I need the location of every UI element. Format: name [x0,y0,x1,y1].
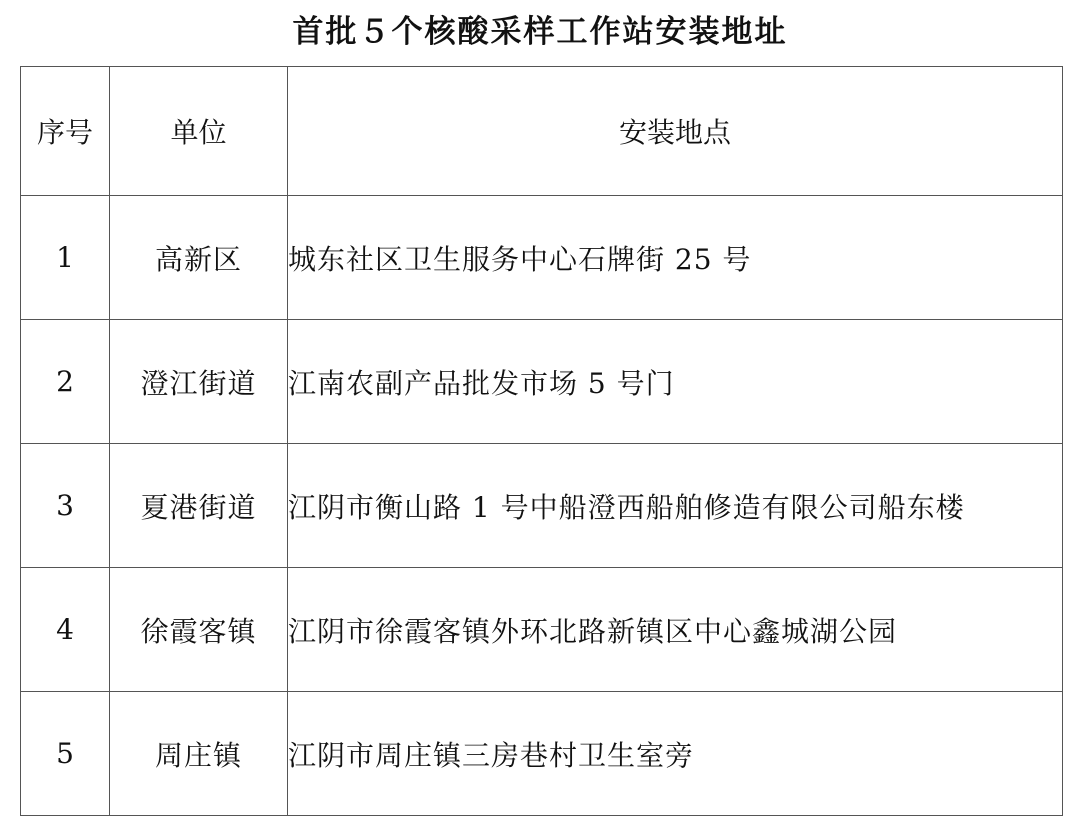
row-unit: 徐霞客镇 [110,568,288,692]
row-unit: 周庄镇 [110,692,288,816]
table-row [21,692,1063,816]
row-address: 江阴市徐霞客镇外环北路新镇区中心鑫城湖公园 [288,568,1063,692]
row-number: 5 [21,692,110,816]
row-address: 江阴市衡山路 1 号中船澄西船舶修造有限公司船东楼 [288,444,1063,568]
column-header-unit: 单位 [110,67,288,196]
table-row [21,320,1063,444]
table-row [21,444,1063,568]
row-unit: 澄江街道 [110,320,288,444]
row-address: 江阴市周庄镇三房巷村卫生室旁 [288,692,1063,816]
table-row [21,196,1063,320]
row-number: 4 [21,568,110,692]
table-row [21,568,1063,692]
row-number: 2 [21,320,110,444]
document-title: 首批５个核酸采样工作站安装地址 [292,14,788,50]
row-address: 城东社区卫生服务中心石牌街 25 号 [288,196,1063,320]
row-address: 江南农副产品批发市场 5 号门 [288,320,1063,444]
row-number: 1 [21,196,110,320]
column-header-number: 序号 [21,67,110,196]
column-header-address: 安装地点 [288,67,1063,196]
table-header-row [21,67,1063,196]
row-unit: 高新区 [110,196,288,320]
row-number: 3 [21,444,110,568]
installation-sites-table [20,66,1063,816]
row-unit: 夏港街道 [110,444,288,568]
